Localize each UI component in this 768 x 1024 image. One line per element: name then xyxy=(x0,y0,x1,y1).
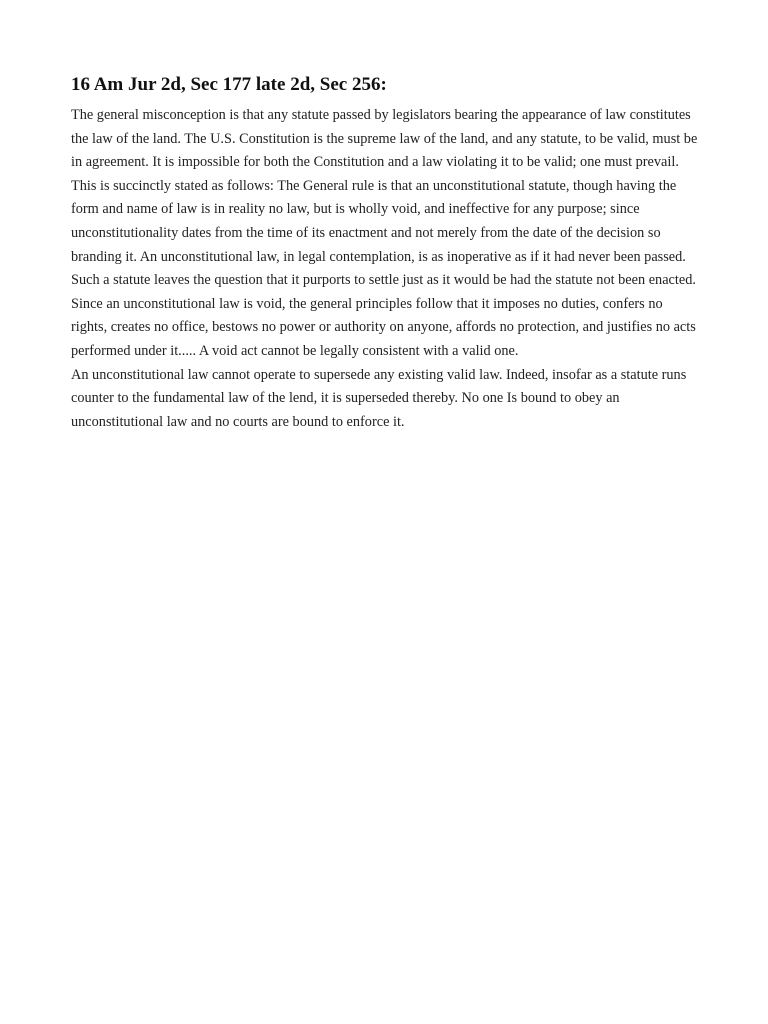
document-title: 16 Am Jur 2d, Sec 177 late 2d, Sec 256: xyxy=(71,74,387,95)
paragraph-misconception: The general misconception is that any statute passed by legislators bearing the appearance of law constitutes the law of the land. The U.S. Constitution is the supreme law of the land, and any statute, to be valid, must be in agreement. It is impossible for both the Constitution and a law violating it to be valid; one must prevail. xyxy=(71,107,698,171)
paragraph-general-rule: This is succinctly stated as follows: The General rule is that an unconstitutional statute, though having the form and name of law is in reality no law, but is wholly void, and ineffective for any purpose; since unconstitutionality dates from the time of its enactment and not merely from the date of the decision so branding it. An unconstitutional law, in legal contemplation, is as inoperative as if it had never been passed. xyxy=(71,177,686,265)
paragraph-void-statute: Such a statute leaves the question that it purports to settle just as it would be had the statute not been enacted. Since an unconstitutional law is void, the general principles follow that it imposes no duties, confers no rights, creates no office, bestows no power or authority on anyone, affords no protection, and justifies no acts performed under it..... A void act cannot be legally consistent with a valid one. xyxy=(71,272,696,359)
document-page xyxy=(71,70,701,434)
paragraph-supersede: An unconstitutional law cannot operate to supersede any existing valid law. Indeed, insofar as a statute runs counter to the fundamental law of the lend, it is superseded thereby. No one Is bound to obey an unconstitutional law and no courts are bound to enforce it. xyxy=(71,366,687,430)
